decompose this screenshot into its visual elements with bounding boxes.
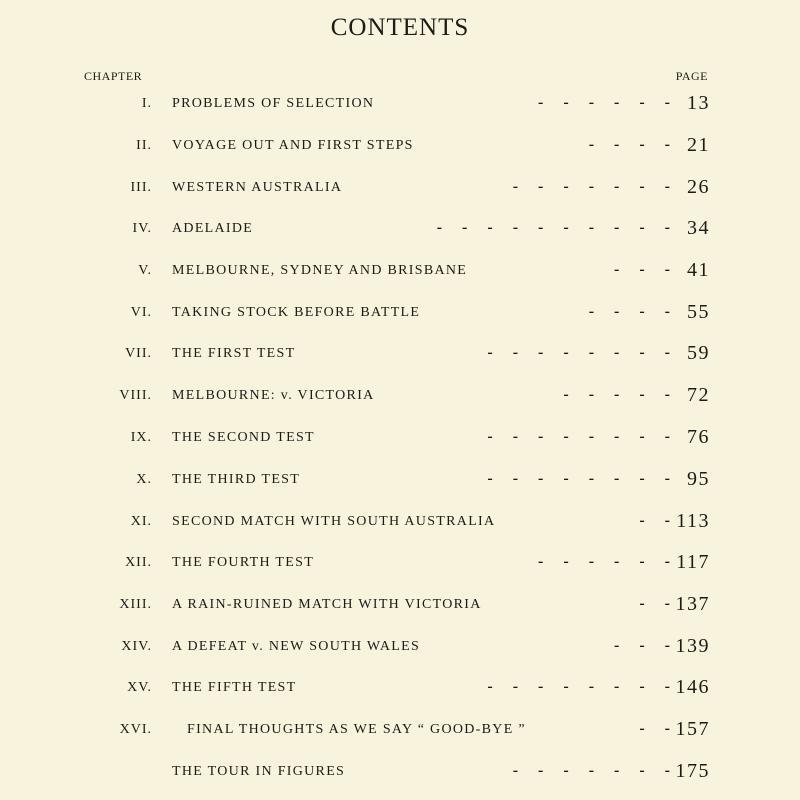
toc-entry[interactable] — [0, 90, 800, 120]
page-number: 34 — [687, 217, 710, 239]
toc-entry[interactable] — [0, 633, 800, 663]
chapter-column-header: CHAPTER — [84, 69, 143, 83]
chapter-number: III. — [130, 180, 152, 195]
dot-leader: - - - - - - — [538, 553, 670, 570]
chapter-number: XII. — [125, 555, 152, 570]
page-number: 137 — [675, 593, 710, 615]
page-number: 76 — [687, 426, 710, 448]
chapter-title: PROBLEMS OF SELECTION — [172, 96, 375, 111]
chapter-title: A RAIN-RUINED MATCH WITH VICTORIA — [172, 597, 482, 612]
page-number: 41 — [687, 259, 710, 281]
chapter-number: XV. — [127, 680, 152, 695]
dot-leader: - - — [639, 512, 670, 529]
toc-entry[interactable] — [0, 716, 800, 746]
dot-leader: - - - - - - - — [512, 762, 670, 779]
chapter-title: THE FIFTH TEST — [172, 680, 297, 695]
toc-entry[interactable] — [0, 424, 800, 454]
dot-leader: - - - - - - - — [512, 178, 670, 195]
chapter-title: FINAL THOUGHTS AS WE SAY “ GOOD-BYE ” — [187, 722, 526, 737]
chapter-title: THE TOUR IN FIGURES — [172, 764, 346, 779]
chapter-title: THE SECOND TEST — [172, 430, 315, 445]
page-number: 59 — [687, 342, 710, 364]
page-number: 117 — [676, 551, 710, 573]
page-number: 146 — [675, 676, 710, 698]
toc-entry[interactable] — [0, 340, 800, 370]
chapter-number: IX. — [130, 430, 152, 445]
chapter-title: TAKING STOCK BEFORE BATTLE — [172, 305, 421, 320]
dot-leader: - - - — [614, 637, 670, 654]
chapter-title: THE FIRST TEST — [172, 346, 296, 361]
chapter-number: VI. — [130, 305, 152, 320]
toc-entry[interactable] — [0, 174, 800, 204]
dot-leader: - - - - - - - - — [487, 678, 670, 695]
toc-entry[interactable] — [0, 257, 800, 287]
page-number: 157 — [675, 718, 710, 740]
chapter-number: II. — [136, 138, 152, 153]
dot-leader: - - - - - - - - — [487, 470, 670, 487]
dot-leader: - - — [639, 595, 670, 612]
dot-leader: - - — [639, 720, 670, 737]
toc-entry[interactable] — [0, 299, 800, 329]
chapter-title: VOYAGE OUT AND FIRST STEPS — [172, 138, 414, 153]
toc-entry[interactable] — [0, 549, 800, 579]
toc-entry[interactable] — [0, 466, 800, 496]
chapter-number: IV. — [132, 221, 152, 236]
chapter-number: XIV. — [121, 639, 152, 654]
page-number: 113 — [676, 510, 710, 532]
dot-leader: - - - - — [588, 136, 670, 153]
chapter-title: WESTERN AUSTRALIA — [172, 180, 343, 195]
chapter-number: VIII. — [119, 388, 152, 403]
page-number: 26 — [687, 176, 710, 198]
toc-entry[interactable] — [0, 215, 800, 245]
page-number: 13 — [687, 92, 710, 114]
chapter-number: X. — [136, 472, 152, 487]
dot-leader: - - - - - - - - - - — [436, 219, 670, 236]
page-column-header: PAGE — [675, 69, 708, 83]
chapter-title: THE FOURTH TEST — [172, 555, 315, 570]
chapter-title: MELBOURNE: v. VICTORIA — [172, 388, 375, 403]
page-number: 95 — [687, 468, 710, 490]
chapter-number: XVI. — [119, 722, 152, 737]
dot-leader: - - - - - - - - — [487, 428, 670, 445]
chapter-title: THE THIRD TEST — [172, 472, 301, 487]
dot-leader: - - - - - - — [538, 94, 670, 111]
chapter-title: MELBOURNE, SYDNEY AND BRISBANE — [172, 263, 468, 278]
dot-leader: - - - - — [588, 303, 670, 320]
toc-entry[interactable] — [0, 758, 800, 788]
chapter-title: ADELAIDE — [172, 221, 254, 236]
dot-leader: - - - - - — [563, 386, 670, 403]
chapter-number: XI. — [130, 514, 152, 529]
chapter-title: A DEFEAT v. NEW SOUTH WALES — [172, 639, 421, 654]
chapter-title: SECOND MATCH WITH SOUTH AUSTRALIA — [172, 514, 496, 529]
chapter-number: XIII. — [119, 597, 152, 612]
chapter-number: V. — [138, 263, 152, 278]
dot-leader: - - - - - - - - — [487, 344, 670, 361]
page-number: 55 — [687, 301, 710, 323]
dot-leader: - - - — [614, 261, 670, 278]
toc-entry[interactable] — [0, 508, 800, 538]
toc-entry[interactable] — [0, 382, 800, 412]
page-number: 175 — [675, 760, 710, 782]
page-number: 139 — [675, 635, 710, 657]
chapter-number: VII. — [125, 346, 152, 361]
page-number: 72 — [687, 384, 710, 406]
toc-entry[interactable] — [0, 132, 800, 162]
toc-entry[interactable] — [0, 591, 800, 621]
page-number: 21 — [687, 134, 710, 156]
chapter-number: I. — [141, 96, 152, 111]
page-title: CONTENTS — [330, 14, 470, 41]
toc-entry[interactable] — [0, 674, 800, 704]
